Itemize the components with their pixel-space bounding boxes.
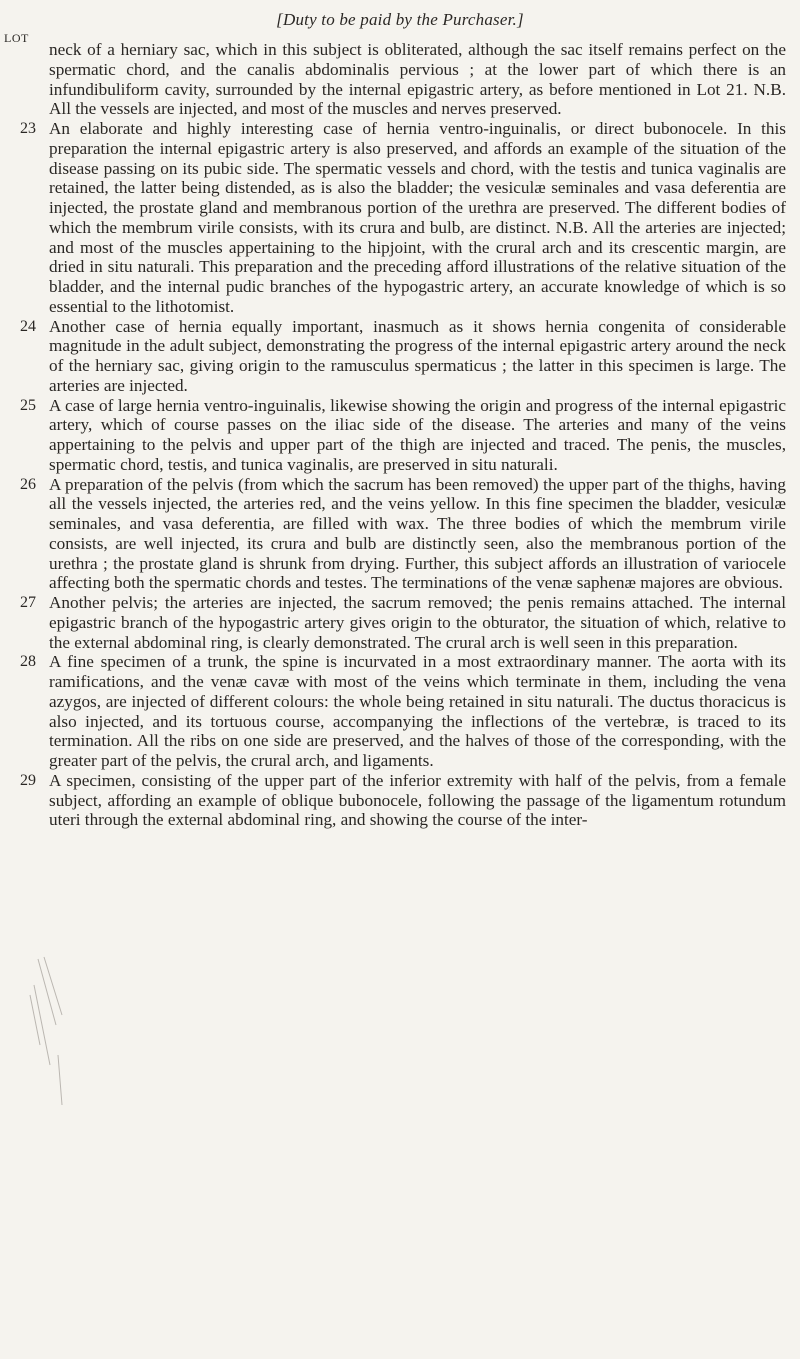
lot-number: 26	[20, 475, 36, 493]
lot-number: 28	[20, 653, 36, 671]
lot-description: An elaborate and highly interesting case of hernia ventro-inguinalis, or direct bubonocele. In this preparation the internal epigastric artery is also preserved, and affords an example of the situation of the disease passing on its pubic side. The spermatic vessels and chord, with the testis and tunica vaginalis are retained, the latter being distended, as is also the bladder; the vesiculæ seminales and vasa deferentia are injected, the prostate gland and membranous portion of the urethra are preserved. The different bodies of which the membrum virile consists, with its crura and bulb, are distinct. N.B. All the arteries are injected; and most of the muscles appertaining to the hipjoint, with the crural arch and its crescentic margin, are dried in situ naturali. This preparation and the preceding afford illustrations of the relative situation of the bladder, and the internal pudic branches of the hypogastric artery, an accurate knowledge of which is so essential to the lithotomist.	[49, 119, 786, 316]
lot-entry-26	[20, 475, 786, 594]
lot-description: Another case of hernia equally important, inasmuch as it shows hernia congenita of considerable magnitude in the adult subject, demonstrating the progress of the internal epigastric artery around the neck of the herniary sac, giving origin to the ramusculus spermaticus ; the latter in this specimen is large. The arteries are injected.	[49, 316, 786, 395]
lot-number: 25	[20, 396, 36, 414]
lot-number: 27	[20, 594, 36, 611]
lot-entry-29	[20, 771, 786, 830]
lot-entry-24	[20, 317, 786, 396]
lot-description: A fine specimen of a trunk, the spine is incurvated in a most extraordinary manner. The aorta with its ramifications, and the venæ cavæ with most of the veins which terminate in them, including the vena azygos, are injected of different colours: the whole being retained in situ naturali. The ductus thoracicus is also injected, and its tortuous course, accompanying the inflections of the vertebræ, is traced to its termination. All the ribs on one side are preserved, and the halves of those of the corresponding, with the greater part of the pelvis, the crural arch, and ligaments.	[49, 652, 786, 770]
lot-entry-25	[20, 396, 786, 475]
lot-number: 23	[20, 120, 36, 137]
lot-number: 29	[20, 771, 36, 789]
lot-entry-27	[20, 593, 786, 652]
lot-description: A preparation of the pelvis (from which the sacrum has been removed) the upper part of the thighs, having all the vessels injected, the arteries red, and the veins yellow. In this fine specimen the bladder, vesiculæ seminales, and vasa deferentia, are filled with wax. The three bodies of which the membrum virile consists, are well injected, its crura and bulb are distinctly seen, also the membranous portion of the urethra ; the prostate gland is shrunk from drying. Further, this subject affords an illustration of variocele affecting both the spermatic chords and testes. The terminations of the venæ saphenæ majores are obvious.	[49, 474, 786, 593]
lot-entry-28	[20, 652, 786, 771]
margin-pencil-mark	[28, 955, 68, 1115]
lot-entries	[20, 40, 786, 830]
lot-description: A specimen, consisting of the upper part of the inferior extremity with half of the pelvis, from a female subject, affording an example of oblique bubonocele, following the passage of the ligamentum rotundum uteri through the external abdominal ring, and showing the course of the inter-	[49, 770, 786, 830]
lot-column-label: LOT	[4, 31, 29, 45]
lot-description: Another pelvis; the arteries are injected, the sacrum removed; the penis remains attached. The internal epigastric branch of the hypogastric artery gives origin to the obturator, the situation of which, relative to the external abdominal ring, is clearly demonstrated. The crural arch is well seen in this preparation.	[49, 593, 786, 652]
lot-description: A case of large hernia ventro-inguinalis, likewise showing the origin and progress of the internal epigastric artery, which of course passes on the iliac side of the disease. The arteries and many of the veins appertaining to the pelvis and upper part of the thigh are injected and traced. The penis, the muscles, spermatic chord, testis, and tunica vaginalis, are preserved in situ naturali.	[49, 395, 786, 474]
lot-number: 24	[20, 317, 36, 335]
lot-entry-continued	[20, 40, 786, 119]
lot-description: neck of a herniary sac, which in this subject is obliterated, although the sac itself remains perfect on the spermatic chord, and the canalis abdominalis pervious ; at the lower part of which there is an infundibuliform cavity, surrounded by the internal epigastric artery, as before mentioned in Lot 21. N.B. All the vessels are injected, and most of the muscles and nerves preserved.	[49, 40, 786, 119]
lot-entry-23	[20, 119, 786, 317]
running-head: [Duty to be paid by the Purchaser.]	[276, 10, 524, 29]
